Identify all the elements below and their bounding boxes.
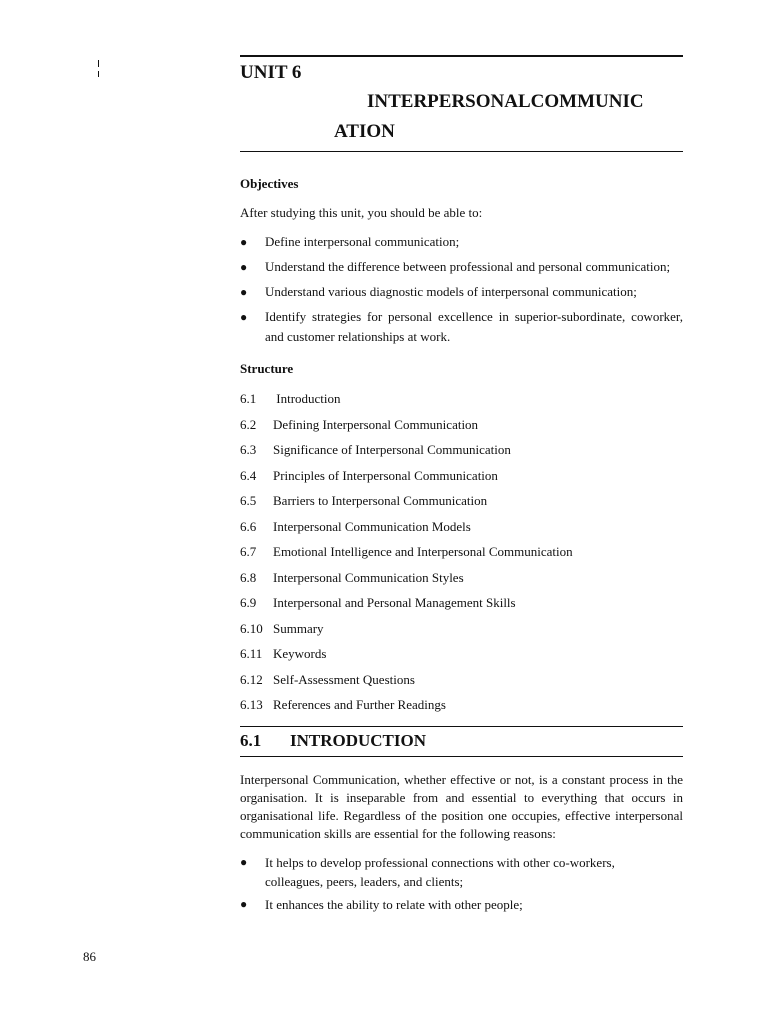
unit-title-line-1: INTERPERSONALCOMMUNIC (367, 91, 644, 112)
unit-label: UNIT 6 (240, 62, 302, 83)
objectives-list (240, 232, 683, 347)
objectives-intro: After studying this unit, you should be able to: (240, 205, 483, 220)
introduction-list (240, 853, 683, 914)
objectives-heading: Objectives (240, 176, 299, 191)
bullet-icon: ● (240, 260, 248, 274)
bullet-icon: ● (240, 285, 248, 299)
toc-item: 6.8 Interpersonal Communication Styles (240, 569, 464, 585)
bullet-icon: ● (240, 310, 248, 324)
toc-item: 6.11 Keywords (240, 646, 327, 661)
list-item: ● It enhances the ability to relate with other people; (240, 896, 523, 912)
section-bottom-rule (240, 756, 683, 757)
page-content (240, 55, 683, 918)
introduction-paragraph: Interpersonal Communication, whether effective or not, is a constant process in the organisation. It is inseparable from and essential to everything that occurs in organisational life. Regardless of the position one occupies, effective interpersonal communication skills are essential for the following reasons: (240, 771, 683, 841)
margin-mark-bottom (98, 71, 99, 77)
toc-item: 6.10 Summary (240, 620, 324, 636)
section-title-text: INTRODUCTION (290, 730, 427, 750)
toc-item: 6.13 References and Further Readings (240, 697, 446, 712)
unit-title-line-2: ATION (334, 121, 395, 142)
toc-item: 6.9 Interpersonal and Personal Management Skills (240, 595, 516, 610)
list-item: ● Define interpersonal communication; (240, 232, 683, 252)
structure-list (240, 386, 683, 718)
title-rule (240, 151, 683, 152)
list-item: ● It helps to develop professional connections with other co-workers, colleagues, peers, leaders, and clients; (240, 854, 615, 889)
toc-item: 6.12 Self-Assessment Questions (240, 671, 415, 687)
list-item: ● Identify strategies for personal excellence in superior-subordinate, coworker, and customer relationships at work. (240, 309, 683, 344)
section-title (240, 727, 683, 756)
list-item: ● Understand the difference between professional and personal communication; (240, 257, 683, 277)
margin-mark-top (98, 60, 99, 67)
toc-item: 6.3 Significance of Interpersonal Communication (240, 442, 511, 457)
bullet-icon: ● (240, 854, 248, 869)
toc-item: 6.4 Principles of Interpersonal Communication (240, 467, 498, 483)
toc-item: 6.2 Defining Interpersonal Communication (240, 416, 479, 432)
page-number: 86 (83, 949, 96, 964)
unit-title (240, 87, 683, 147)
list-item: ● Understand various diagnostic models of interpersonal communication; (240, 282, 683, 302)
top-rule (240, 55, 683, 57)
section-number: 6.1 (240, 730, 262, 750)
bullet-icon: ● (240, 896, 248, 911)
bullet-icon: ● (240, 235, 248, 249)
toc-item: 6.5 Barriers to Interpersonal Communication (240, 493, 488, 508)
structure-heading: Structure (240, 361, 294, 376)
toc-item: 6.7 Emotional Intelligence and Interpersonal Communication (240, 544, 573, 559)
section-heading-block (240, 726, 683, 757)
toc-item: 6.6 Interpersonal Communication Models (240, 518, 471, 534)
margin-marks (98, 60, 100, 77)
toc-item: 6.1 Introduction (240, 391, 341, 406)
